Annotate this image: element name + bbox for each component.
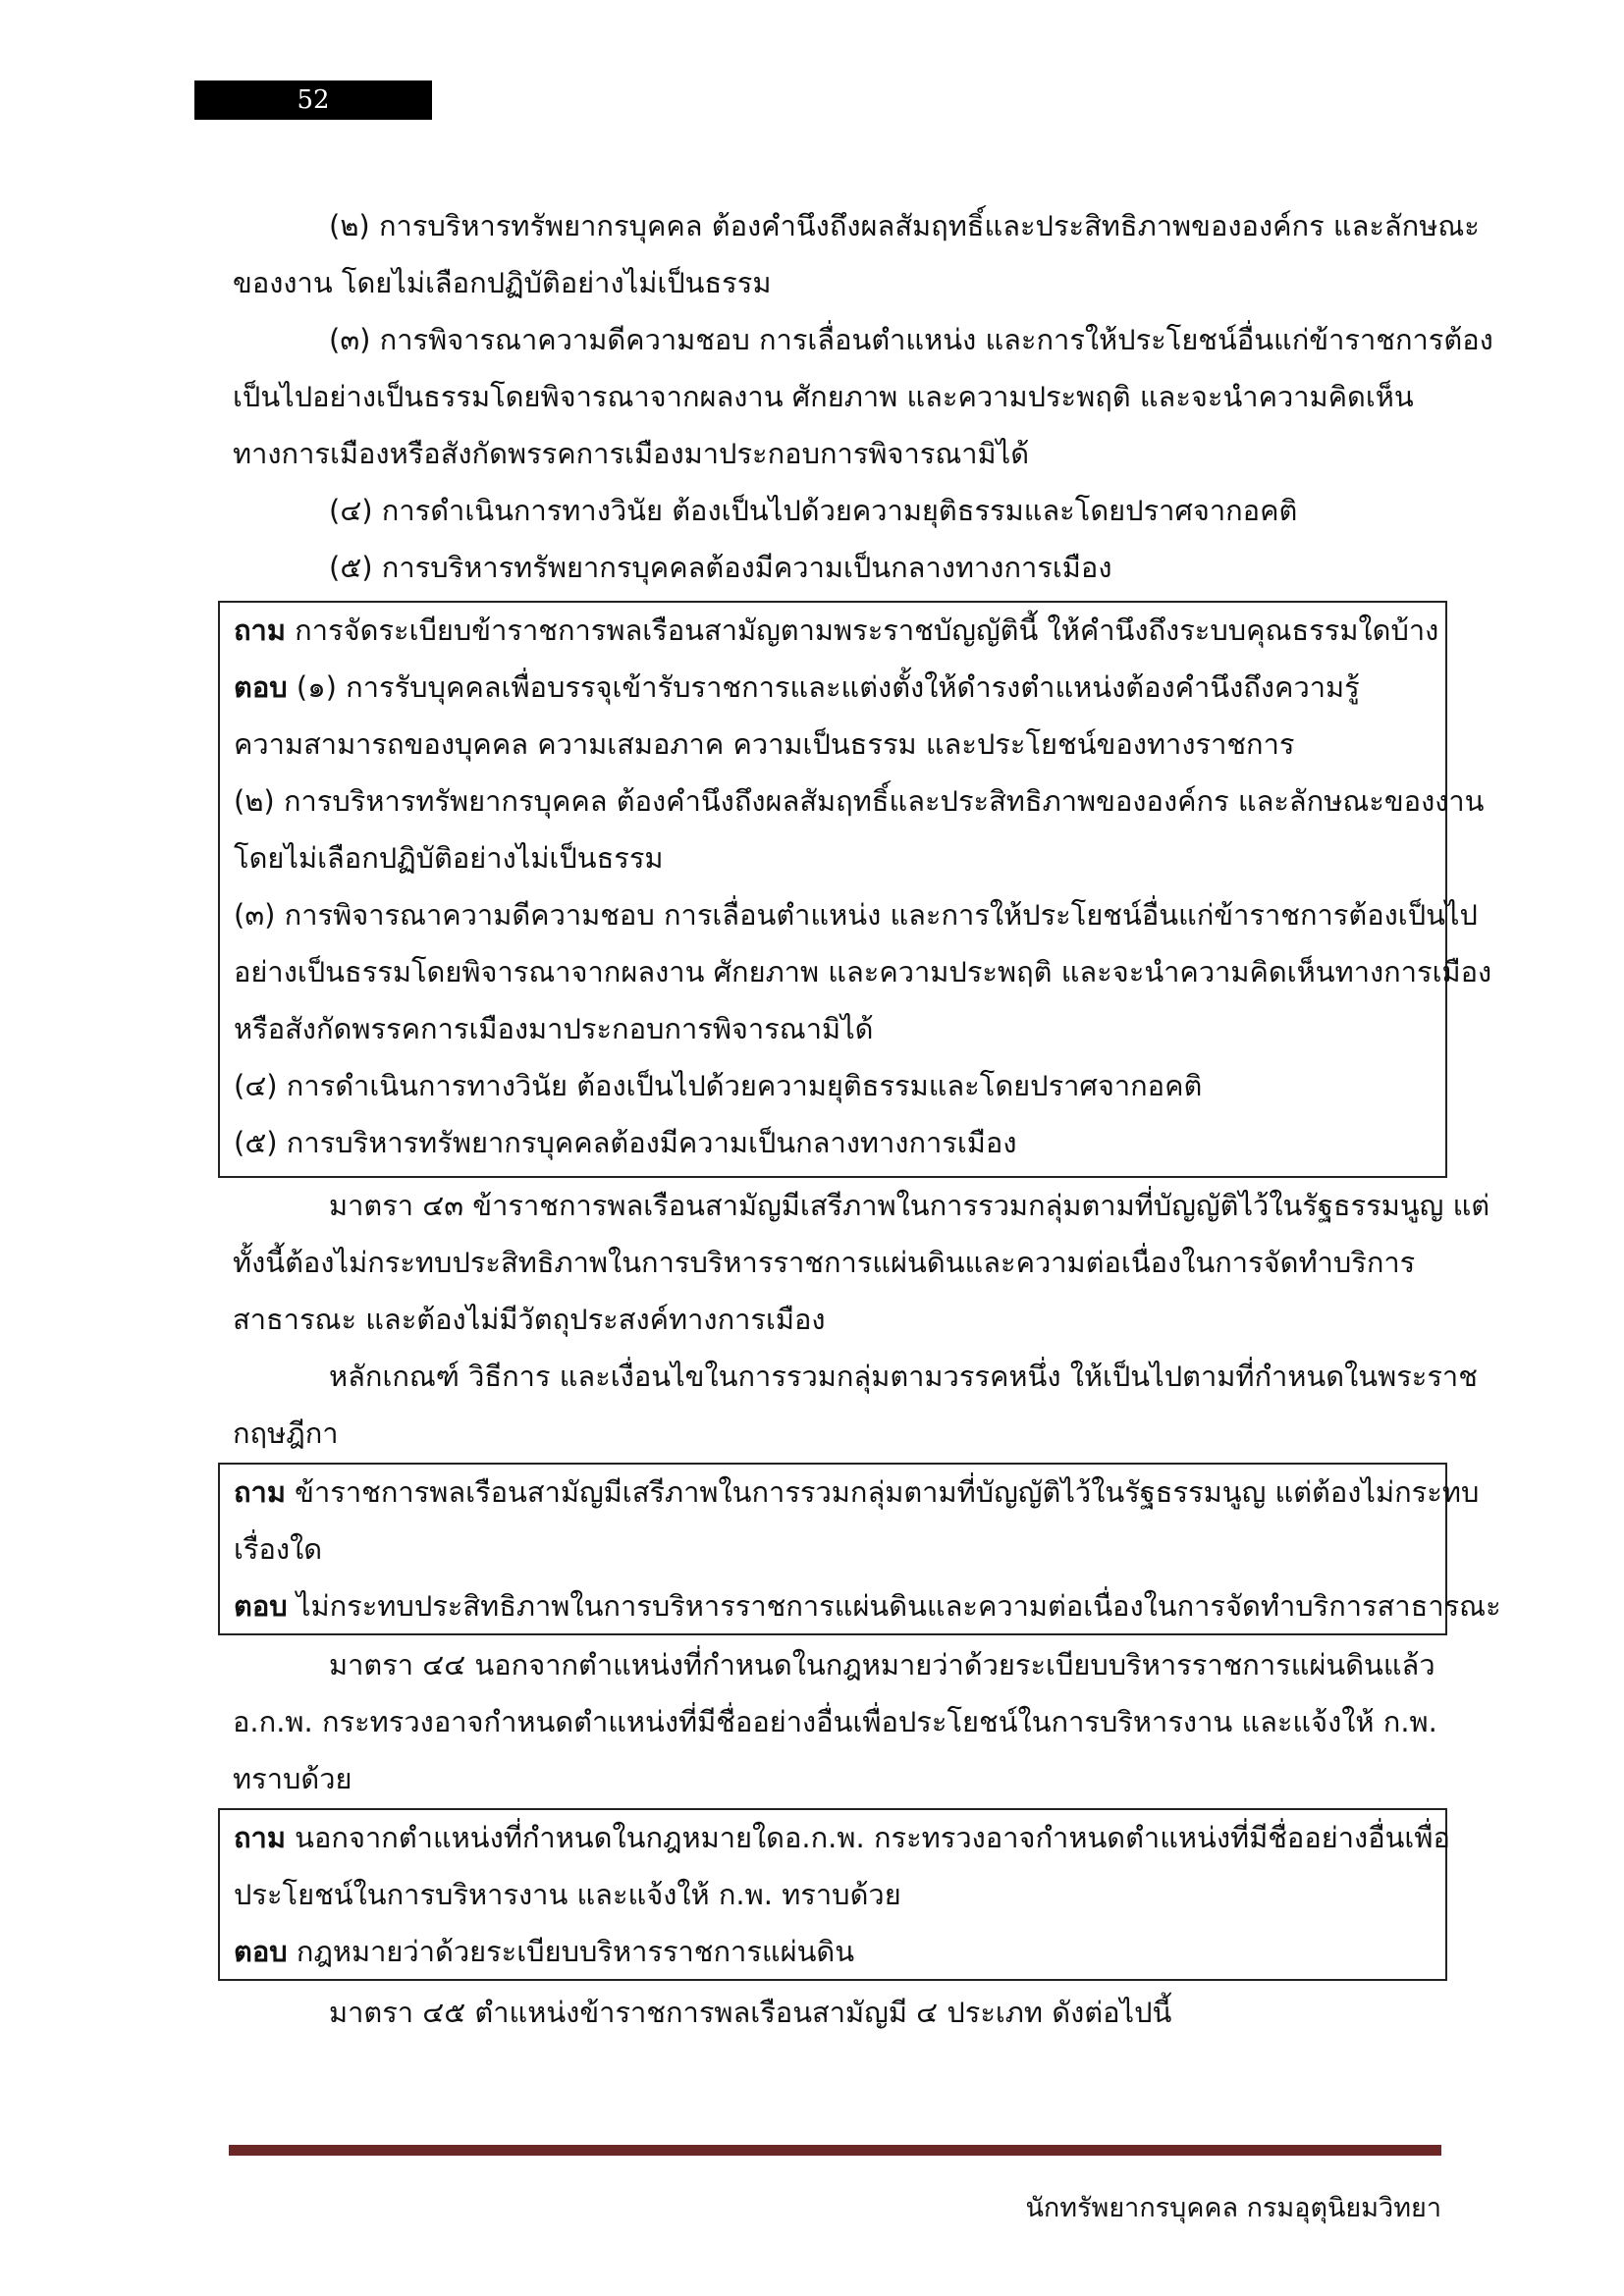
answer-line: โดยไม่เลือกปฏิบัติอย่างไม่เป็นธรรม <box>234 841 664 875</box>
answer-text: ไม่กระทบประสิทธิภาพในการบริหารราชการแผ่นดินและความต่อเนื่องในการจัดทำบริการสาธารณะ <box>287 1589 1501 1623</box>
question-line: เรื่องใด <box>234 1532 323 1566</box>
qa-box-3-question <box>234 1818 1450 1857</box>
answer-label: ตอบ <box>234 1589 288 1623</box>
section-44-line-2: อ.ก.พ. กระทรวงอาจกำหนดตำแหน่งที่มีชื่ออย่างอื่นเพื่อประโยชน์ในการบริหารงาน และแจ้งให้ ก.พ. <box>233 1705 1437 1738</box>
answer-line: (๔) การดำเนินการทางวินัย ต้องเป็นไปด้วยความยุติธรรมและโดยปราศจากอคติ <box>234 1069 1203 1102</box>
qa-box-3-answer <box>234 1932 854 1971</box>
item-5: (๕) การบริหารทรัพยากรบุคคลต้องมีความเป็นกลางทางการเมือง <box>329 551 1112 584</box>
question-line: ประโยชน์ในการบริหารงาน และแจ้งให้ ก.พ. ทราบด้วย <box>234 1878 901 1911</box>
section-43-line-3: สาธารณะ และต้องไม่มีวัตถุประสงค์ทางการเมือง <box>233 1303 826 1336</box>
question-text: การจัดระเบียบข้าราชการพลเรือนสามัญตามพระราชบัญญัตินี้ ให้คำนึงถึงระบบคุณธรรมใดบ้าง <box>285 614 1439 647</box>
item-3-line-2: เป็นไปอย่างเป็นธรรมโดยพิจารณาจากผลงาน ศักยภาพ และความประพฤติ และจะนำความคิดเห็น <box>233 380 1414 413</box>
item-3-line-3: ทางการเมืองหรือสังกัดพรรคการเมืองมาประกอบการพิจารณามิได้ <box>233 437 1030 470</box>
qa-box-2 <box>218 1463 1501 1635</box>
answer-text: กฎหมายว่าด้วยระเบียบบริหารราชการแผ่นดิน <box>287 1935 855 1968</box>
section-43-para-2-line-2: กฤษฎีกา <box>233 1416 339 1450</box>
qa-box-3 <box>218 1808 1450 1981</box>
answer-text: (๑) การรับบุคคลเพื่อบรรจุเข้ารับราชการและแต่งตั้งให้ดำรงตำแหน่งต้องคำนึงถึงความรู้ <box>287 670 1360 704</box>
answer-line: หรือสังกัดพรรคการเมืองมาประกอบการพิจารณามิได้ <box>234 1012 874 1045</box>
question-label: ถาม <box>234 1821 286 1854</box>
section-43-line-1: มาตรา ๔๓ ข้าราชการพลเรือนสามัญมีเสรีภาพในการรวมกลุ่มตามที่บัญญัติไว้ในรัฐธรรมนูญ แต่ <box>329 1189 1490 1222</box>
section-44-line-3: ทราบด้วย <box>233 1762 352 1795</box>
question-text: ข้าราชการพลเรือนสามัญมีเสรีภาพในการรวมกลุ่มตามที่บัญญัติไว้ในรัฐธรรมนูญ แต่ต้องไม่กระทบ <box>285 1475 1480 1509</box>
section-43-para-2-line-1: หลักเกณฑ์ วิธีการ และเงื่อนไขในการรวมกลุ่มตามวรรคหนึ่ง ให้เป็นไปตามที่กำหนดในพระราช <box>329 1360 1478 1393</box>
qa-box-1-answer <box>234 667 1360 707</box>
qa-box-2-question <box>234 1472 1479 1512</box>
question-text: นอกจากตำแหน่งที่กำหนดในกฎหมายใดอ.ก.พ. กระทรวงอาจกำหนดตำแหน่งที่มีชื่ออย่างอื่นเพื่อ <box>285 1821 1450 1854</box>
question-label: ถาม <box>234 1475 286 1509</box>
item-4: (๔) การดำเนินการทางวินัย ต้องเป็นไปด้วยความยุติธรรมและโดยปราศจากอคติ <box>329 494 1298 527</box>
item-2-line-1: (๒) การบริหารทรัพยากรบุคคล ต้องคำนึงถึงผลสัมฤทธิ์และประสิทธิภาพขององค์กร และลักษณะ <box>329 209 1480 242</box>
qa-box-1-question <box>234 611 1438 650</box>
answer-line: (๓) การพิจารณาความดีความชอบ การเลื่อนตำแหน่ง และการให้ประโยชน์อื่นแก่ข้าราชการต้องเป็นไป <box>234 898 1478 932</box>
answer-label: ตอบ <box>234 670 288 704</box>
answer-label: ตอบ <box>234 1935 288 1968</box>
item-2-line-2: ของงาน โดยไม่เลือกปฏิบัติอย่างไม่เป็นธรรม <box>233 266 772 299</box>
answer-line: (๒) การบริหารทรัพยากรบุคคล ต้องคำนึงถึงผลสัมฤทธิ์และประสิทธิภาพขององค์กร และลักษณะของงาน <box>234 784 1485 818</box>
section-45-line-1: มาตรา ๔๕ ตำแหน่งข้าราชการพลเรือนสามัญมี ๔ ประเภท ดังต่อไปนี้ <box>329 1996 1172 2029</box>
answer-line: (๕) การบริหารทรัพยากรบุคคลต้องมีความเป็นกลางทางการเมือง <box>234 1126 1017 1159</box>
footer-divider <box>229 2145 1441 2156</box>
question-label: ถาม <box>234 614 286 647</box>
qa-box-2-answer <box>234 1586 1501 1626</box>
item-3-line-1: (๓) การพิจารณาความดีความชอบ การเลื่อนตำแหน่ง และการให้ประโยชน์อื่นแก่ข้าราชการต้อง <box>329 323 1493 356</box>
section-43-line-2: ทั้งนี้ต้องไม่กระทบประสิทธิภาพในการบริหารราชการแผ่นดินและความต่อเนื่องในการจัดทำบริการ <box>233 1246 1416 1279</box>
page-number: 52 <box>194 80 432 120</box>
section-44-line-1: มาตรา ๔๔ นอกจากตำแหน่งที่กำหนดในกฎหมายว่าด้วยระเบียบบริหารราชการแผ่นดินแล้ว <box>329 1648 1435 1682</box>
answer-line: อย่างเป็นธรรมโดยพิจารณาจากผลงาน ศักยภาพ และความประพฤติ และจะนำความคิดเห็นทางการเมือง <box>234 955 1492 988</box>
qa-box-1 <box>218 601 1492 1178</box>
answer-line: ความสามารถของบุคคล ความเสมอภาค ความเป็นธรรม และประโยชน์ของทางราชการ <box>234 727 1295 761</box>
footer-text: นักทรัพยากรบุคคล กรมอุตุนิยมวิทยา <box>1025 2193 1441 2223</box>
